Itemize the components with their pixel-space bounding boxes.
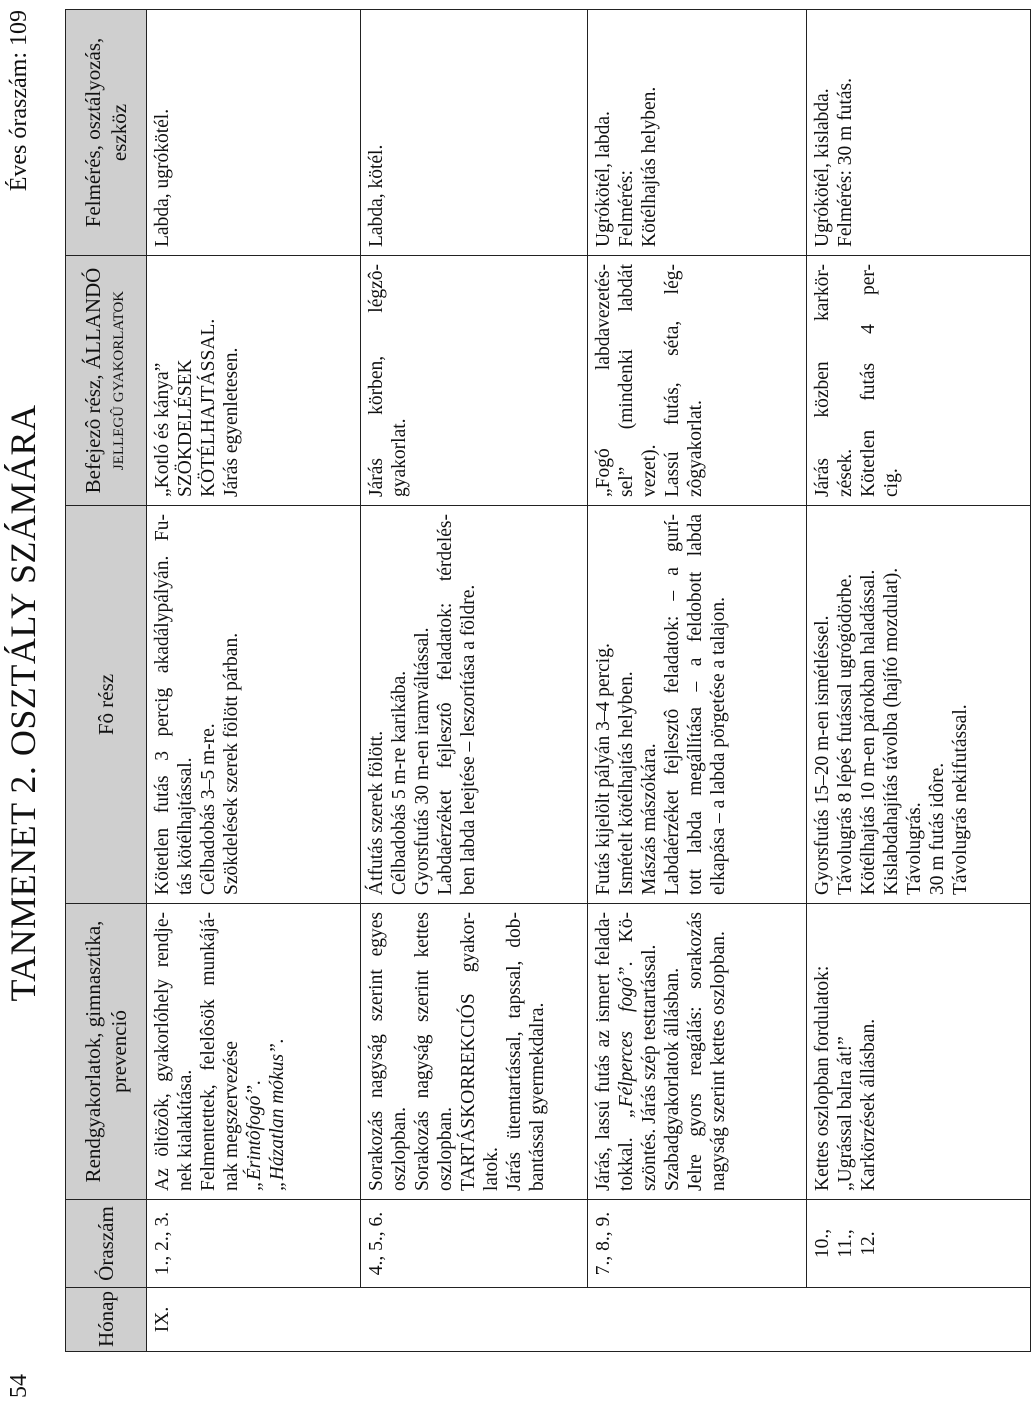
cell-line: „Fogó labdavezetés- bbox=[593, 264, 614, 497]
cell-line: elkapása – a labda pörgetése a talajon. bbox=[708, 597, 729, 895]
header-rendgyakorlatok-line: prevenció bbox=[107, 1010, 131, 1093]
cell-line: Az öltözôk, gyakorlóhely rendje- bbox=[152, 912, 173, 1191]
cell-line: tott labda megállítása – a feldobott labda bbox=[685, 514, 706, 895]
cell-line: SZÖKDELÉSEK bbox=[175, 359, 196, 497]
cell-line: Kötetlen futás 3 percig akadálypályán. Fu- bbox=[152, 514, 173, 895]
cell-line: Szökdelések szerek fölött párban. bbox=[221, 632, 242, 895]
cell-line: Járás körben, légzô- bbox=[366, 264, 387, 497]
cell-line: Labda, ugrókötél. bbox=[152, 108, 173, 247]
fel-cell bbox=[147, 10, 361, 256]
hours-value: 10., bbox=[812, 1228, 833, 1259]
rend-cell bbox=[807, 904, 1031, 1200]
fo-cell bbox=[147, 506, 361, 904]
cell-line: Kötélhajtás helyben. bbox=[639, 86, 660, 247]
cell-line: tás kötélhajtással. bbox=[175, 757, 196, 895]
line-part: tokkal. bbox=[616, 1118, 637, 1191]
table-row bbox=[361, 10, 588, 1352]
cell-line: oszlopban. bbox=[389, 1107, 410, 1191]
hours-value: 1., 2., 3. bbox=[152, 1211, 173, 1276]
cell-line: zôgyakorlat. bbox=[685, 400, 706, 497]
header-befejezo-line: JELLEGÛ GYAKORLATOK bbox=[111, 290, 127, 471]
cell-line: gyakorlat. bbox=[389, 418, 410, 497]
month-cell: IX. bbox=[147, 1288, 1031, 1352]
bef-cell bbox=[361, 256, 588, 506]
hours-value: 4., 5., 6. bbox=[366, 1211, 387, 1276]
header-felmeres bbox=[66, 10, 147, 256]
cell-line: Járás ütemtartással, tapssal, dob- bbox=[504, 912, 525, 1191]
fo-cell bbox=[807, 506, 1031, 904]
cell-line: Távolugrás nekifutással. bbox=[950, 704, 971, 895]
cell-line: Lassú futás, séta, lég- bbox=[662, 264, 683, 497]
cell-line: Kislabdahajítás távolba (hajító mozdulat). bbox=[881, 567, 902, 895]
cell-line: Felmérés: 30 m futás. bbox=[835, 78, 856, 247]
cell-line: Ugrókötél, labda. bbox=[593, 111, 614, 247]
fo-cell bbox=[361, 506, 588, 904]
cell-line: Kettes oszlopban fordulatok: bbox=[812, 965, 833, 1191]
rend-cell bbox=[361, 904, 588, 1200]
header-befejezo-line: Befejezô rész, ÁLLANDÓ bbox=[81, 267, 105, 494]
cell-line: oszlopban. bbox=[435, 1107, 456, 1191]
cell-line: Járás egyenletesen. bbox=[221, 347, 242, 497]
cell-line: Sorakozás nagyság szerint kettes bbox=[412, 912, 433, 1191]
table-row bbox=[588, 10, 807, 1352]
cell-line: nek kialakítása. bbox=[175, 1069, 196, 1191]
cell-line: „Ugrással balra át!” bbox=[835, 1036, 856, 1191]
cell-line: Célbadobás 5 m-re karikába. bbox=[389, 670, 410, 895]
fel-cell bbox=[588, 10, 807, 256]
hours-value: 11., bbox=[835, 1229, 856, 1258]
cell-line: cig. bbox=[881, 468, 902, 497]
cell-line: Futás kijelölt pályán 3–4 percig. bbox=[593, 643, 614, 895]
cell-line: Kötélhajtás 10 m-en párokban haladással. bbox=[858, 569, 879, 895]
cell-line: „Érintôfogó”. bbox=[244, 1079, 265, 1191]
cell-line: Mászás mászókára. bbox=[639, 743, 660, 895]
header-felmeres-line: eszköz bbox=[107, 103, 131, 162]
hours-value: 12. bbox=[858, 1231, 879, 1256]
header-fo-resz: Fô rész bbox=[66, 506, 147, 904]
header-rendgyakorlatok bbox=[66, 904, 147, 1200]
cell-line: zések. bbox=[835, 448, 856, 497]
cell-line: Szabadgyakorlatok állásban. bbox=[662, 967, 683, 1191]
fel-cell bbox=[807, 10, 1031, 256]
table-body bbox=[147, 10, 1031, 1352]
header-month: Hónap bbox=[66, 1288, 147, 1352]
cell-line: Karkörzések állásban. bbox=[858, 1018, 879, 1191]
cell-line: bantással gyermekdalra. bbox=[527, 1002, 548, 1191]
cell-line: Jelre gyors reagálás: sorakozás bbox=[685, 912, 706, 1191]
cell-line: Járás, lassú futás az ismert felada- bbox=[593, 912, 614, 1191]
cell-line: Ugrókötél, kislabda. bbox=[812, 88, 833, 247]
cell-line: KÖTÉLHAJTÁSSAL. bbox=[198, 318, 219, 497]
cell-line: Távolugrás. bbox=[904, 802, 925, 895]
cell-line: Gyorsfutás 15–20 m-en ismétléssel. bbox=[812, 615, 833, 895]
cell-line: Felmérés: bbox=[616, 170, 637, 247]
header-hours: Óraszám bbox=[66, 1200, 147, 1288]
cell-line: sel” (mindenki labdát bbox=[616, 264, 637, 497]
cell-line bbox=[615, 912, 638, 1191]
table-row bbox=[147, 10, 361, 1352]
cell-line: Célbadobás 3–5 m-re. bbox=[198, 723, 219, 895]
cell-line: Labdaérzéket fejlesztô feladatok: – a gurí- bbox=[662, 514, 683, 895]
cell-line: Kötetlen futás 4 per- bbox=[858, 264, 879, 497]
page-title: TANMENET 2. OSZTÁLY SZÁMÁRA bbox=[3, 404, 43, 1002]
cell-line: szöntés. Járás szép testtartással. bbox=[639, 944, 660, 1191]
cell-line: 30 m futás idôre. bbox=[927, 762, 948, 895]
cell-line: „Házatlan mókus”. bbox=[267, 1038, 288, 1191]
bef-cell bbox=[147, 256, 361, 506]
hours-cell bbox=[361, 1200, 588, 1288]
cell-line: Átfutás szerek fölött. bbox=[366, 730, 387, 895]
cell-line: Távolugrás 8 lépés futással ugrógödörbe. bbox=[835, 573, 856, 895]
cell-line: Sorakozás nagyság szerint egyes bbox=[366, 912, 387, 1191]
game-name: „Félperces fogó” bbox=[616, 966, 637, 1119]
bef-cell bbox=[588, 256, 807, 506]
table-header-row bbox=[66, 10, 147, 1352]
yearly-hours: Éves óraszám: 109 bbox=[6, 10, 32, 192]
hours-cell bbox=[588, 1200, 807, 1288]
cell-line: Labdaérzéket fejlesztô feladatok: térdelés- bbox=[435, 514, 456, 895]
cell-line: ben labda leejtése – leszorítása a földre. bbox=[458, 584, 479, 895]
page-number: 54 bbox=[6, 1374, 32, 1398]
header-befejezo bbox=[66, 256, 147, 506]
cell-line: latok. bbox=[481, 1147, 502, 1191]
cell-line: Labda, kötél. bbox=[366, 144, 387, 247]
hours-cell bbox=[147, 1200, 361, 1288]
bef-cell bbox=[807, 256, 1031, 506]
cell-line: vezet). bbox=[639, 444, 660, 497]
hours-cell bbox=[807, 1200, 1031, 1288]
rend-cell bbox=[588, 904, 807, 1200]
header-felmeres-line: Felmérés, osztályozás, bbox=[81, 37, 105, 228]
cell-line: nak megszervezése bbox=[221, 1041, 242, 1191]
hours-value: 7., 8., 9. bbox=[593, 1211, 614, 1276]
rend-cell bbox=[147, 904, 361, 1200]
cell-line: Felmentettek, felelôsök munkájá- bbox=[198, 912, 219, 1191]
header-rendgyakorlatok-line: Rendgyakorlatok, gimnasztika, bbox=[81, 920, 105, 1183]
cell-line: „Kotló és kánya” bbox=[152, 362, 173, 497]
line-part: . Kö- bbox=[616, 912, 637, 967]
fel-cell bbox=[361, 10, 588, 256]
cell-line: Gyorsfutás 30 m-en iramváltással. bbox=[412, 627, 433, 895]
cell-line: TARTÁSKORREKCIÓS gyakor- bbox=[458, 912, 479, 1191]
cell-line: Járás közben karkör- bbox=[812, 264, 833, 497]
curriculum-table bbox=[65, 9, 1031, 1352]
cell-line: Ismételt kötélhajtás helyben. bbox=[616, 671, 637, 895]
table-row bbox=[807, 10, 1031, 1352]
cell-line: nagyság szerint kettes oszlopban. bbox=[708, 931, 729, 1191]
fo-cell bbox=[588, 506, 807, 904]
